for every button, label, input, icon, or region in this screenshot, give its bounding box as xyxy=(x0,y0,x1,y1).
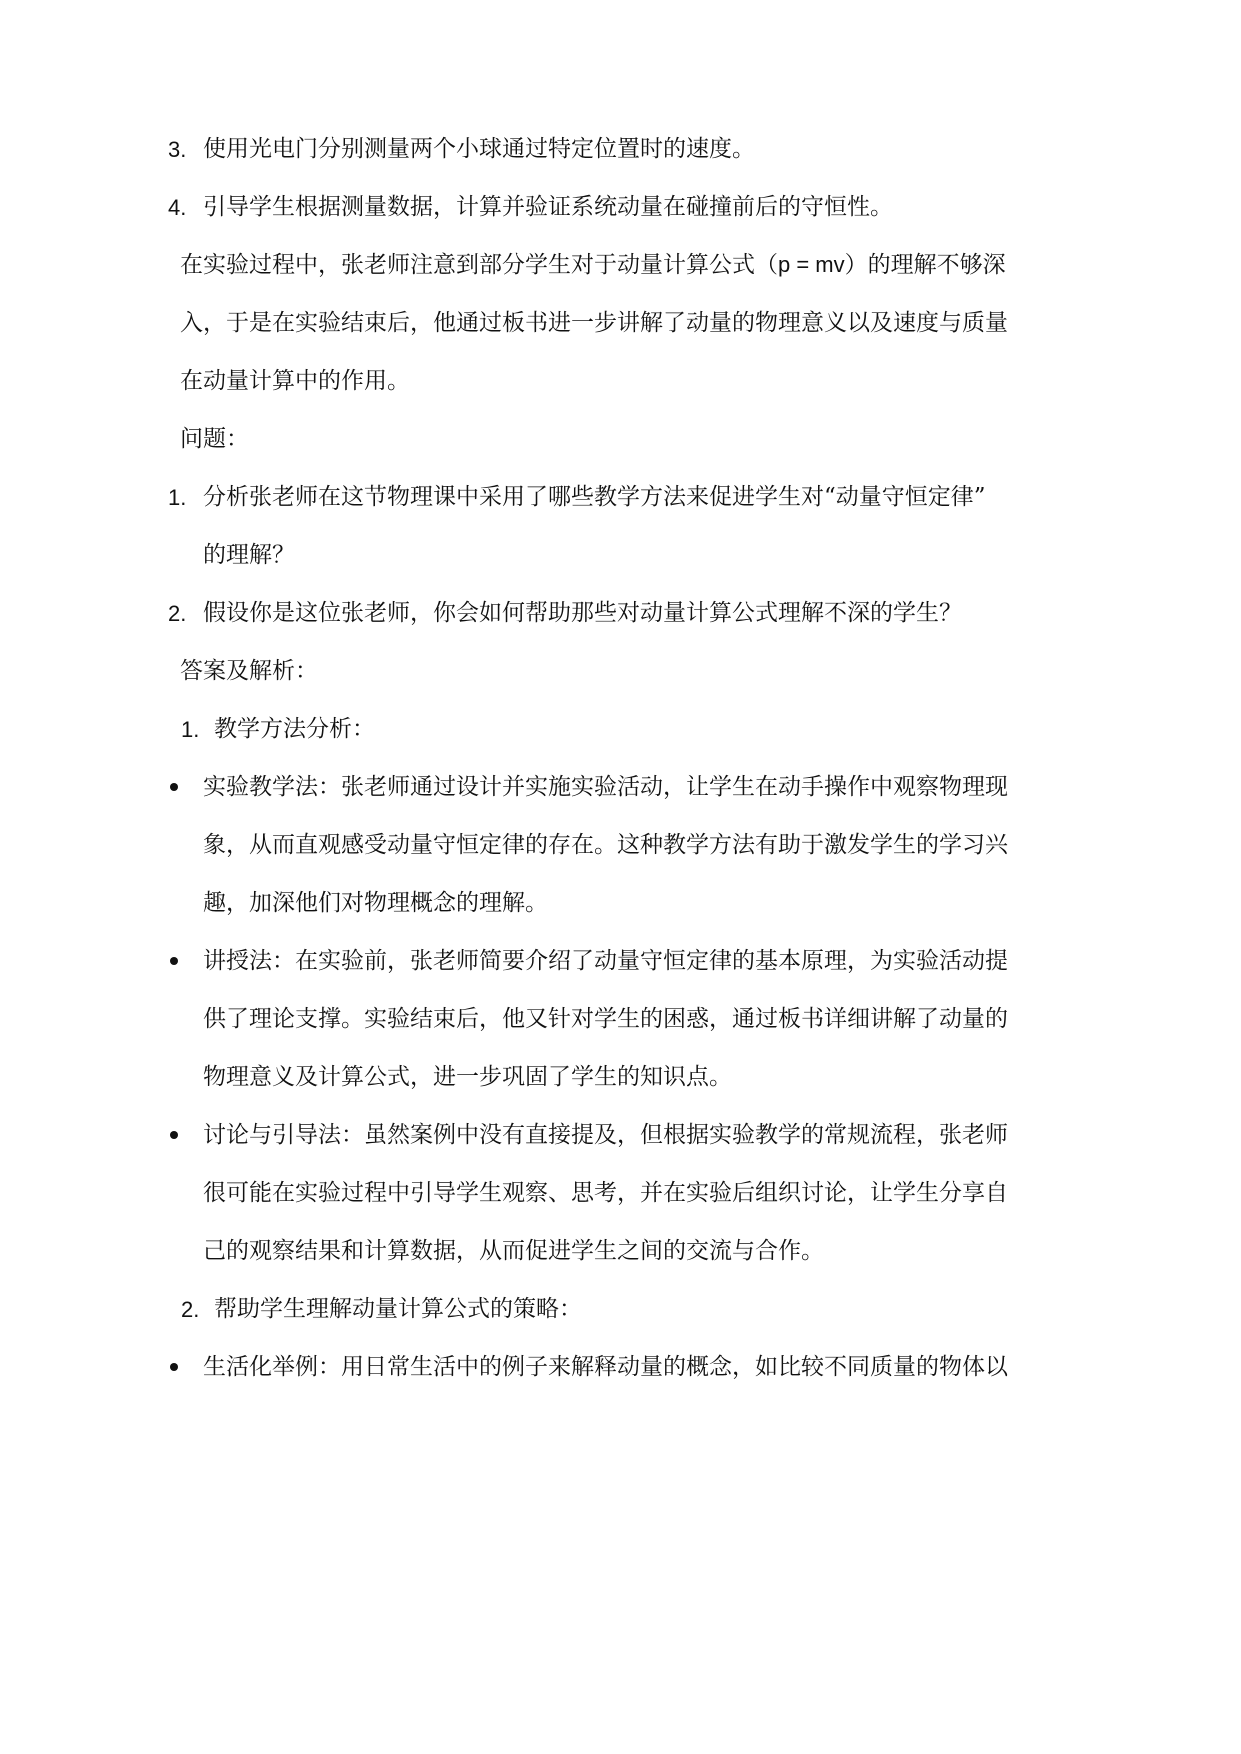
section-title: 教学方法分析： xyxy=(214,716,375,742)
step-number: 3. xyxy=(168,137,187,162)
bullet-text: 讨论与引导法：虽然案例中没有直接提及，但根据实验教学的常规流程，张老师 xyxy=(203,1122,1008,1148)
bullet-icon xyxy=(170,1363,178,1371)
bullet-text: 很可能在实验过程中引导学生观察、思考，并在实验后组织讨论，让学生分享自 xyxy=(203,1180,1008,1206)
question-text: 分析张老师在这节物理课中采用了哪些教学方法来促进学生对“动量守恒定律” xyxy=(203,484,986,510)
step-number: 4. xyxy=(168,195,187,220)
bullet-text: 供了理论支撑。实验结束后，他又针对学生的困惑，通过板书详细讲解了动量的 xyxy=(203,1006,1008,1032)
question-text: 假设你是这位张老师，你会如何帮助那些对动量计算公式理解不深的学生？ xyxy=(203,600,962,626)
answer-heading: 答案及解析： xyxy=(180,658,318,684)
bullet-icon xyxy=(170,957,178,965)
paragraph-line: 在实验过程中，张老师注意到部分学生对于动量计算公式（p = mv）的理解不够深 xyxy=(180,252,1006,278)
section-number: 2. xyxy=(181,1297,200,1322)
bullet-text: 实验教学法：张老师通过设计并实施实验活动，让学生在动手操作中观察物理现 xyxy=(203,774,1008,800)
question-number: 2. xyxy=(168,601,187,626)
paragraph-line: 在动量计算中的作用。 xyxy=(180,368,410,394)
step-text: 引导学生根据测量数据，计算并验证系统动量在碰撞前后的守恒性。 xyxy=(203,194,893,220)
bullet-text: 己的观察结果和计算数据，从而促进学生之间的交流与合作。 xyxy=(203,1238,824,1264)
questions-heading: 问题： xyxy=(180,426,249,452)
momentum-formula: p = mv xyxy=(778,252,845,277)
bullet-icon xyxy=(170,783,178,791)
section-number: 1. xyxy=(181,717,200,742)
section-title: 帮助学生理解动量计算公式的策略： xyxy=(214,1296,582,1322)
bullet-text: 趣，加深他们对物理概念的理解。 xyxy=(203,890,548,916)
bullet-icon xyxy=(170,1131,178,1139)
bullet-text: 讲授法：在实验前，张老师简要介绍了动量守恒定律的基本原理，为实验活动提 xyxy=(203,948,1008,974)
step-text: 使用光电门分别测量两个小球通过特定位置时的速度。 xyxy=(203,136,755,162)
question-text: 的理解？ xyxy=(203,542,295,568)
bullet-text: 物理意义及计算公式，进一步巩固了学生的知识点。 xyxy=(203,1064,732,1090)
bullet-text: 生活化举例：用日常生活中的例子来解释动量的概念，如比较不同质量的物体以 xyxy=(203,1354,1008,1380)
question-number: 1. xyxy=(168,485,187,510)
bullet-text: 象，从而直观感受动量守恒定律的存在。这种教学方法有助于激发学生的学习兴 xyxy=(203,832,1008,858)
paragraph-line: 入，于是在实验结束后，他通过板书进一步讲解了动量的物理意义以及速度与质量 xyxy=(180,310,1008,336)
